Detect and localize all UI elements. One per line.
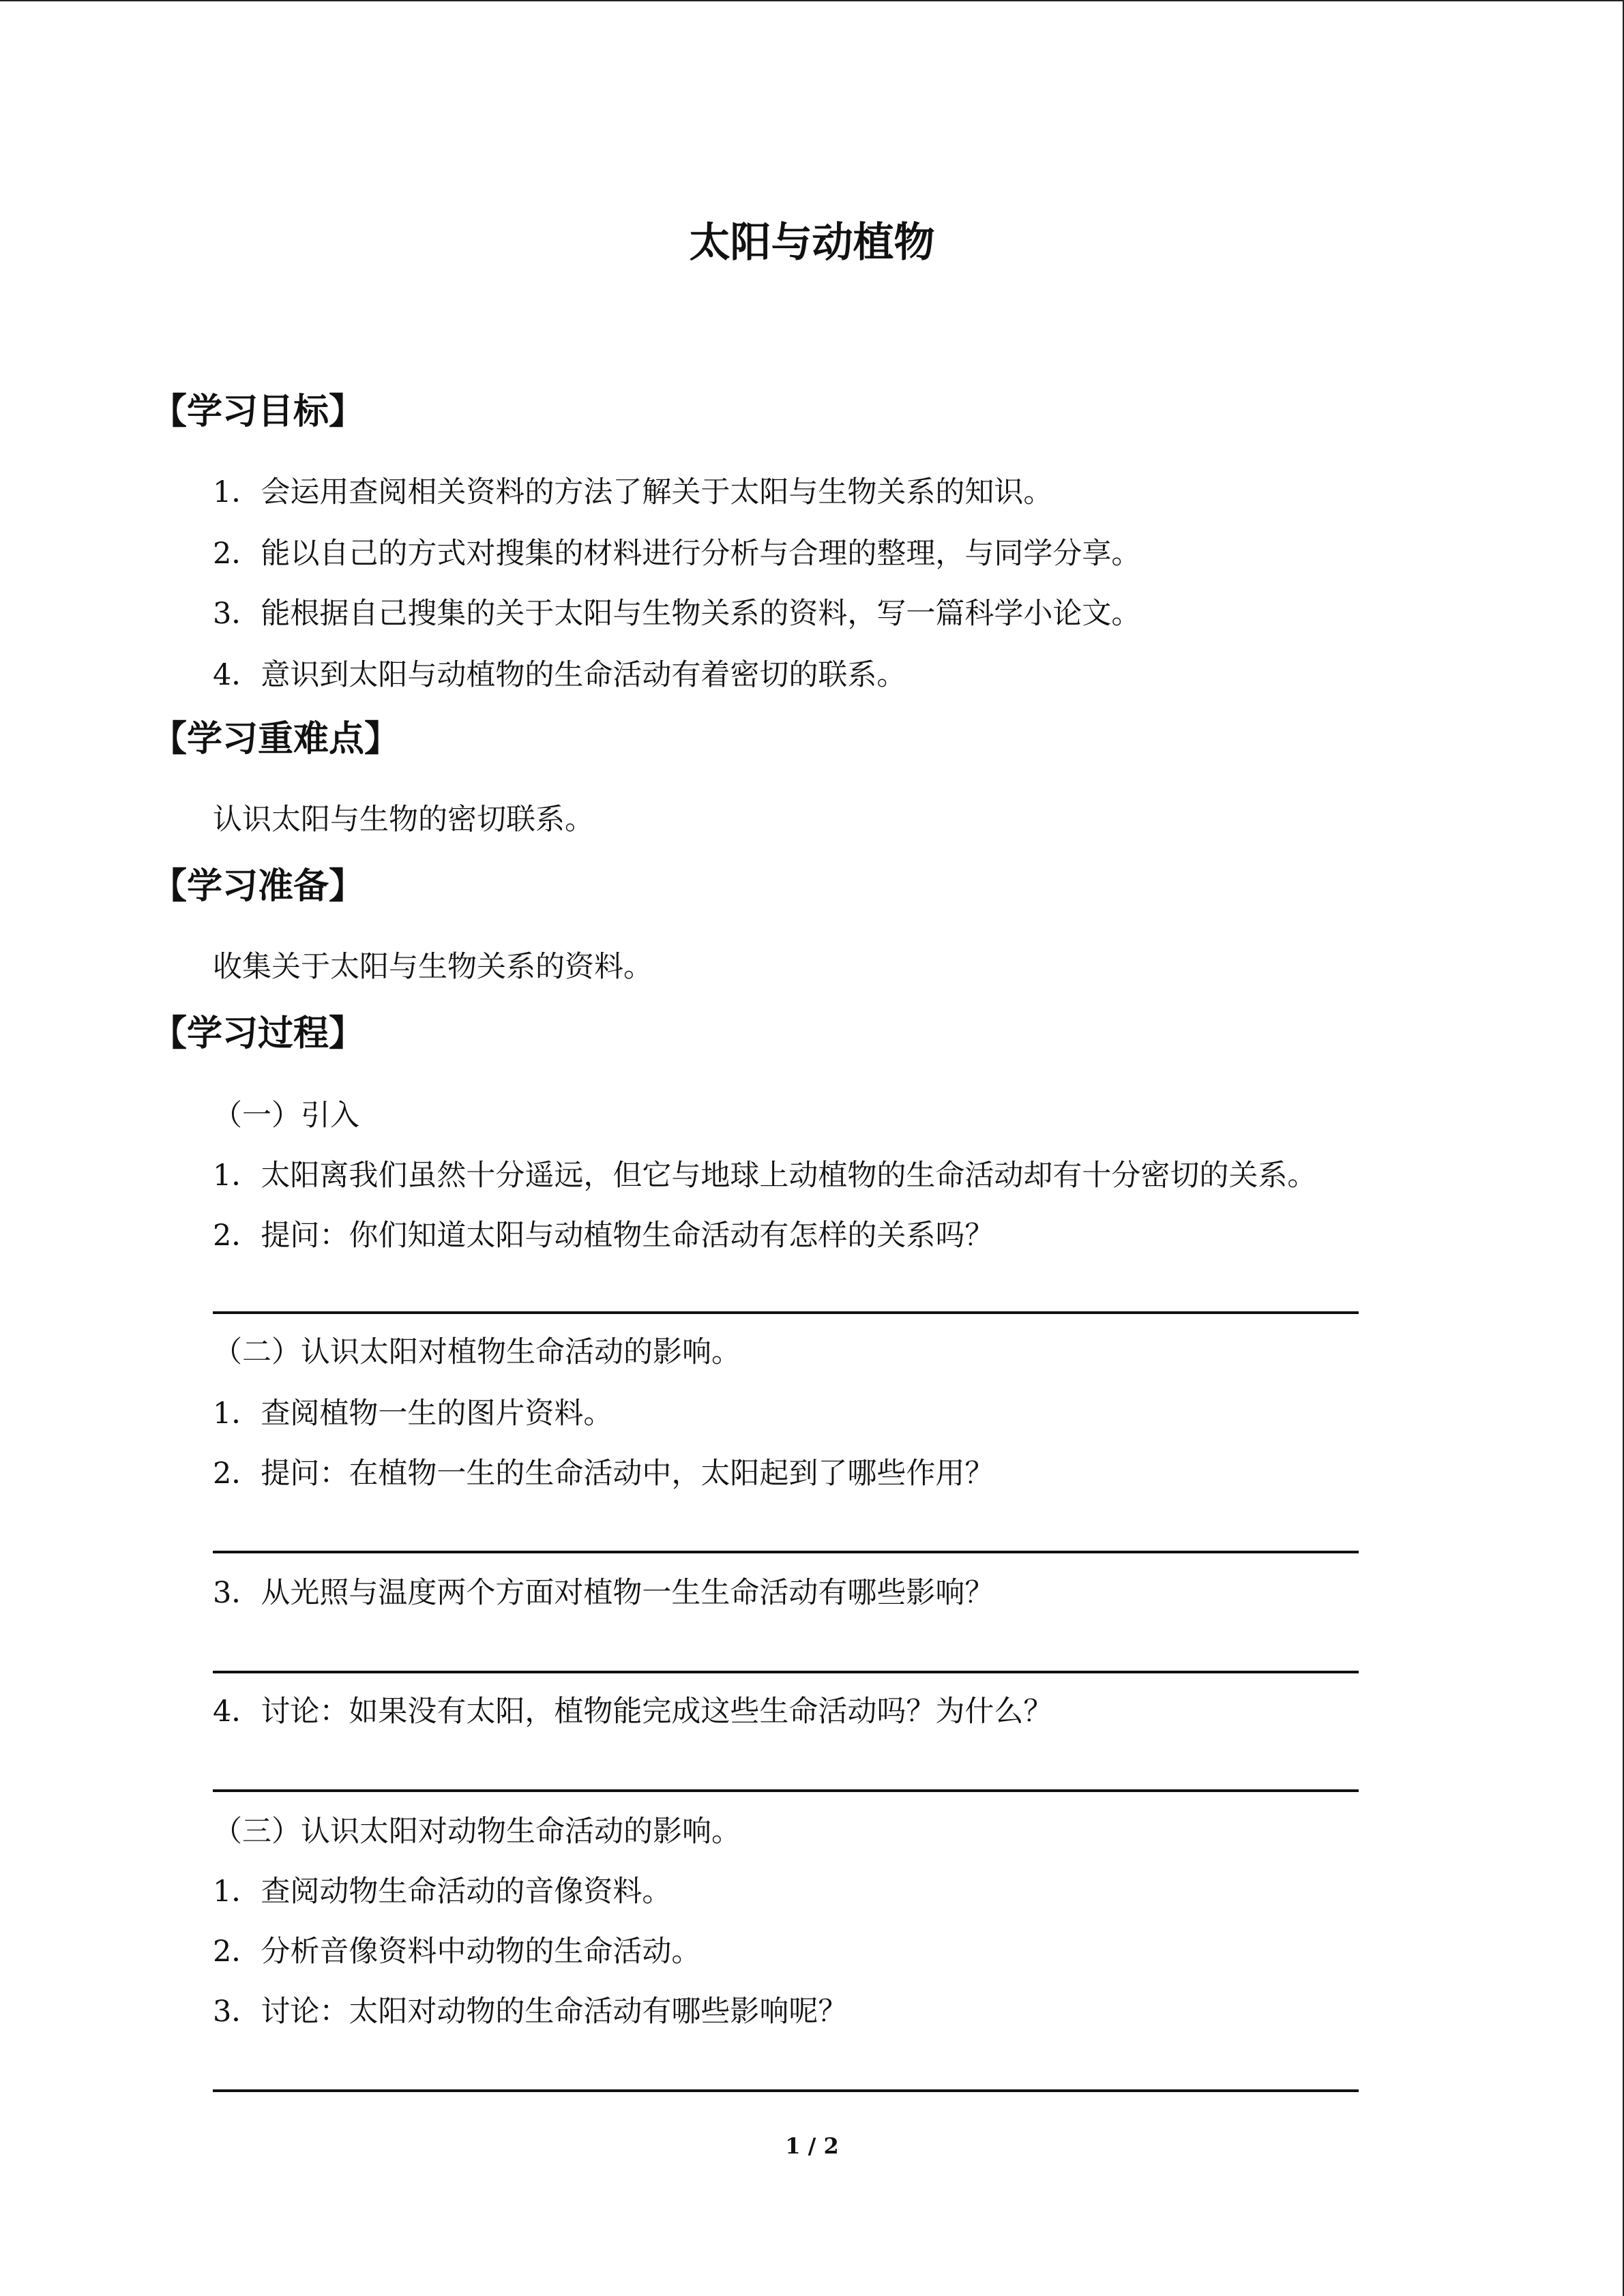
answer-line (213, 1789, 1359, 1792)
process-part1-item-1: 1．太阳离我们虽然十分遥远，但它与地球上动植物的生命活动却有十分密切的关系。 (213, 1159, 1317, 1193)
preparation-text: 收集关于太阳与生物关系的资料。 (213, 950, 653, 984)
process-part2-item-3: 3．从光照与温度两个方面对植物一生生命活动有哪些影响？ (213, 1576, 994, 1610)
process-part2-item-2: 2．提问：在植物一生的生命活动中，太阳起到了哪些作用？ (213, 1457, 994, 1491)
answer-line (213, 1671, 1359, 1673)
section-heading-objectives: 【学习目标】 (151, 391, 365, 432)
answer-line (213, 2089, 1359, 2092)
objective-item-3: 3．能根据自己搜集的关于太阳与生物关系的资料，写一篇科学小论文。 (213, 597, 1141, 631)
process-part1-title: （一）引入 (213, 1099, 359, 1133)
section-heading-process: 【学习过程】 (151, 1013, 365, 1054)
process-part3-item-2: 2．分析音像资料中动物的生命活动。 (213, 1935, 701, 1969)
process-part2-item-1: 1．查阅植物一生的图片资料。 (213, 1397, 613, 1431)
answer-line (213, 1311, 1359, 1314)
key-points-text: 认识太阳与生物的密切联系。 (213, 803, 594, 837)
process-part3-item-3: 3．讨论：太阳对动物的生命活动有哪些影响呢？ (213, 1995, 848, 2029)
objective-item-1: 1．会运用查阅相关资料的方法了解关于太阳与生物关系的知识。 (213, 475, 1053, 509)
process-part3-item-1: 1．查阅动物生命活动的音像资料。 (213, 1875, 672, 1909)
answer-line (213, 1551, 1359, 1553)
objective-item-2: 2．能以自己的方式对搜集的材料进行分析与合理的整理，与同学分享。 (213, 537, 1141, 571)
page-number: 1 / 2 (785, 2133, 839, 2159)
objective-item-4: 4．意识到太阳与动植物的生命活动有着密切的联系。 (213, 658, 906, 692)
section-heading-key-points: 【学习重难点】 (151, 719, 400, 760)
process-part3-title: （三）认识太阳对动物生命活动的影响。 (213, 1815, 741, 1849)
process-part2-item-4: 4．讨论：如果没有太阳，植物能完成这些生命活动吗？为什么？ (213, 1695, 1053, 1729)
page-top-border (0, 0, 1623, 1)
process-part1-item-2: 2．提问：你们知道太阳与动植物生命活动有怎样的关系吗？ (213, 1219, 994, 1253)
document-title: 太阳与动植物 (689, 219, 935, 267)
section-heading-preparation: 【学习准备】 (151, 866, 365, 907)
process-part2-title: （二）认识太阳对植物生命活动的影响。 (213, 1335, 741, 1369)
